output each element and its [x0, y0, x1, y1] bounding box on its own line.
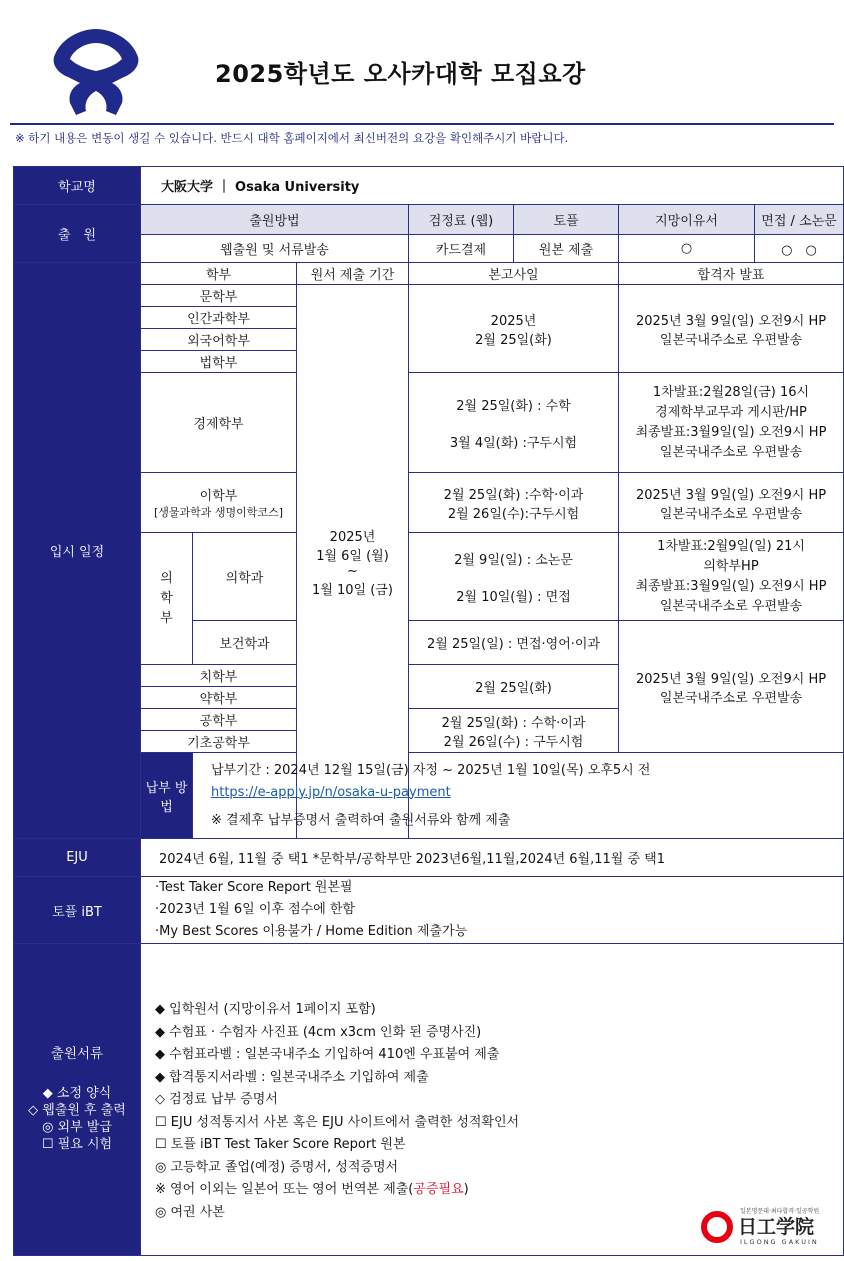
legend-item: ☐ 필요 시험 — [41, 1137, 113, 1152]
faculty-engineering-science: 기초공학부 — [141, 731, 297, 753]
document-item: ◆ 합격통지서라벨 : 일본국내주소 기입하여 제출 — [155, 1069, 429, 1085]
payment-link[interactable]: https://e-apply.jp/n/osaka-u-payment — [211, 784, 451, 800]
application-label: 출 원 — [14, 205, 141, 263]
exam-eng-line: 2월 25일(화) : 수학·이과 — [441, 715, 586, 731]
result-med-line: 의학부HP — [703, 558, 759, 574]
result-group1-line: 일본국내주소로 우편발송 — [659, 332, 803, 348]
period-start: 1월 6일 (월) — [316, 548, 389, 564]
result-econ-line: 최종발표:3월9일(일) 오전9시 HP — [635, 424, 827, 440]
document-item: ☐ EJU 성적통지서 사본 혹은 EJU 사이트에서 출력한 성적확인서 — [155, 1114, 520, 1130]
toefl-line: ·Test Taker Score Report 원본필 — [155, 880, 353, 895]
osaka-university-logo-icon — [50, 25, 142, 117]
faculty-science — [141, 473, 297, 533]
faculty-science-name: 이학부 — [199, 489, 238, 504]
app-header-toefl: 토플 — [514, 205, 619, 235]
result-group1-line: 2025년 3월 9일(일) 오전9시 HP — [635, 313, 827, 329]
app-value-motivation: ○ — [619, 235, 755, 263]
exam-med-line: 2월 9일(일) : 소논문 — [454, 552, 573, 568]
exam-engineering — [409, 709, 619, 753]
result-econ-line: 일본국내주소로 우편발송 — [659, 444, 803, 460]
document-item: ◆ 수험표 · 수험자 사진표 (4cm x3cm 인화 된 증명사진) — [155, 1024, 482, 1040]
result-econ-line: 1차발표:2월28일(금) 16시 — [652, 384, 810, 400]
legend-item: ◆ 소정 양식 — [42, 1086, 112, 1101]
school-name: 大阪大学 ｜ Osaka University — [141, 167, 844, 205]
notarization-required: 공증필요 — [413, 1182, 464, 1197]
faculty-human-sciences: 인간과학부 — [141, 307, 297, 329]
app-header-interview: 면접 — [761, 214, 787, 229]
faculty-pharmacy: 약학부 — [141, 687, 297, 709]
document-item: ◎ 고등학교 졸업(예정) 증명서, 성적증명서 — [155, 1159, 399, 1175]
notice-text: ※ 하기 내용은 변동이 생길 수 있습니다. 반드시 대학 홈페이지에서 최신버전의 요강을 확인해주시기 바랍니다. — [15, 131, 569, 145]
result-group1 — [619, 285, 844, 373]
document-item: ◆ 수험표라벨 : 일본국내주소 기입하여 410엔 우표붙여 제출 — [155, 1047, 500, 1062]
brand-roman: ILGONG GAKUIN — [740, 1238, 819, 1246]
brand-subtitle: 일본명문대·최다합격·일공학원 — [740, 1208, 820, 1215]
result-rest — [619, 621, 844, 753]
faculty-medicine-group: 의 학 부 — [141, 533, 193, 665]
result-med-line: 최종발표:3월9일(일) 오전9시 HP — [635, 578, 827, 594]
exam-eng-line: 2월 26일(수) : 구두시험 — [443, 734, 584, 750]
period-tilde: ~ — [347, 563, 358, 579]
exam-health-sciences: 2월 25일(일) : 면접·영어·이과 — [409, 621, 619, 665]
payment-period: 납부기간 : 2024년 12월 15일(금) 자정 ~ 2025년 1월 10일(목) 오후5시 전 — [211, 762, 651, 778]
document-item-translation — [155, 1179, 843, 1202]
header-divider — [10, 123, 834, 125]
result-rest-line: 일본국내주소로 우편발송 — [659, 690, 803, 706]
legend-item: ◇ 웹출원 후 출력 — [28, 1103, 126, 1118]
faculty-medicine: 의학과 — [193, 533, 297, 621]
toefl-line: ·My Best Scores 이용불가 / Home Edition 제출가능 — [155, 924, 468, 939]
schedule-header-faculty: 학부 — [141, 263, 297, 285]
payment-details — [193, 753, 844, 839]
ilgong-logo — [700, 1200, 830, 1248]
schedule-header-period: 원서 제출 기간 — [297, 263, 409, 285]
faculty-engineering: 공학부 — [141, 709, 297, 731]
exam-med-line: 2월 10일(월) : 면접 — [456, 589, 571, 605]
result-econ-line: 경제학부교무과 게시판/HP — [655, 404, 807, 420]
schedule-header-result: 합격자 발표 — [619, 263, 844, 285]
result-sci-line: 일본국내주소로 우편발송 — [659, 506, 803, 522]
document-item: ☐ 토플 iBT Test Taker Score Report 원본 — [155, 1137, 406, 1152]
exam-dentistry-pharmacy: 2월 25일(화) — [409, 665, 619, 709]
document-item: ◆ 입학원서 (지망이유서 1페이지 포함) — [155, 1002, 376, 1017]
legend-item: ◎ 외부 발급 — [42, 1120, 112, 1135]
faculty-health-sciences: 보건학과 — [193, 621, 297, 665]
app-header-interview-essay: 면접 / 소논문 — [755, 205, 844, 235]
document-item: ◎ 여권 사본 — [155, 1204, 225, 1220]
school-label: 학교명 — [14, 167, 141, 205]
faculty-dentistry: 치학부 — [141, 665, 297, 687]
result-rest-line: 2025년 3월 9일(일) 오전9시 HP — [635, 671, 827, 687]
translation-text: ※ 영어 이외는 일본어 또는 영어 번역본 제출( — [155, 1182, 414, 1197]
exam-sci-line: 2월 26일(수):구두시험 — [447, 506, 580, 522]
exam-medicine — [409, 533, 619, 621]
faculty-foreign-studies: 외국어학부 — [141, 329, 297, 351]
toefl-line: ·2023년 1월 6일 이후 점수에 한함 — [155, 902, 356, 917]
app-value-toefl: 원본 제출 — [514, 235, 619, 263]
payment-label: 납부 방법 — [141, 753, 193, 839]
result-science — [619, 473, 844, 533]
eju-text: 2024년 6월, 11월 중 택1 *문학부/공학부만 2023년6월,11월,2024년 6월,11월 중 택1 — [141, 839, 844, 877]
app-value-fee: 카드결제 — [409, 235, 514, 263]
result-medicine — [619, 533, 844, 621]
exam-group1 — [409, 285, 619, 373]
app-value-interview: ○ — [781, 243, 793, 258]
documents-label-cell — [14, 944, 141, 1256]
period-end: 1월 10일 (금) — [312, 582, 393, 598]
result-economics — [619, 373, 844, 473]
toefl-label: 토플 iBT — [14, 877, 141, 944]
toefl-details — [141, 877, 844, 944]
result-med-line: 일본국내주소로 우편발송 — [659, 598, 803, 614]
app-header-essay: 소논문 — [799, 214, 837, 229]
exam-sci-line: 2월 25일(화) :수학·이과 — [443, 487, 584, 503]
app-value-essay: ○ — [805, 243, 817, 258]
schedule-header-exam: 본고사일 — [409, 263, 619, 285]
eju-label: EJU — [14, 839, 141, 877]
exam-group1-line: 2월 25일(화) — [475, 332, 552, 348]
schedule-label: 입시 일정 — [14, 263, 141, 839]
exam-econ-line: 3월 4일(화) :구두시험 — [449, 435, 578, 451]
exam-group1-line: 2025년 — [490, 313, 537, 329]
faculty-literature: 문학부 — [141, 285, 297, 307]
faculty-law: 법학부 — [141, 351, 297, 373]
brand-name: 日工学院 — [738, 1216, 815, 1238]
exam-economics — [409, 373, 619, 473]
app-header-method: 출원방법 — [141, 205, 409, 235]
result-sci-line: 2025년 3월 9일(일) 오전9시 HP — [635, 487, 827, 503]
faculty-science-course: [생물과학과 생명이학코스] — [154, 506, 283, 519]
payment-note: ※ 결제후 납부증명서 출력하여 출원서류와 함께 제출 — [211, 812, 511, 828]
documents-label: 출원서류 — [50, 1046, 104, 1062]
admission-table — [13, 166, 844, 1256]
period-year: 2025년 — [329, 529, 376, 545]
page-title: 2025학년도 오사카대학 모집요강 — [215, 60, 586, 88]
app-value-method: 웹출원 및 서류발송 — [141, 235, 409, 263]
faculty-economics: 경제학부 — [141, 373, 297, 473]
translation-suffix: ) — [463, 1182, 469, 1197]
document-item: ◇ 검정료 납부 증명서 — [155, 1092, 278, 1107]
app-header-motivation: 지망이유서 — [619, 205, 755, 235]
exam-econ-line: 2월 25일(화) : 수학 — [456, 398, 571, 414]
app-header-fee: 검정료 (웹) — [409, 205, 514, 235]
result-med-line: 1차발표:2월9일(일) 21시 — [657, 538, 805, 554]
exam-science — [409, 473, 619, 533]
ilgong-circle-icon — [700, 1210, 734, 1244]
app-value-interview-essay — [755, 235, 844, 263]
